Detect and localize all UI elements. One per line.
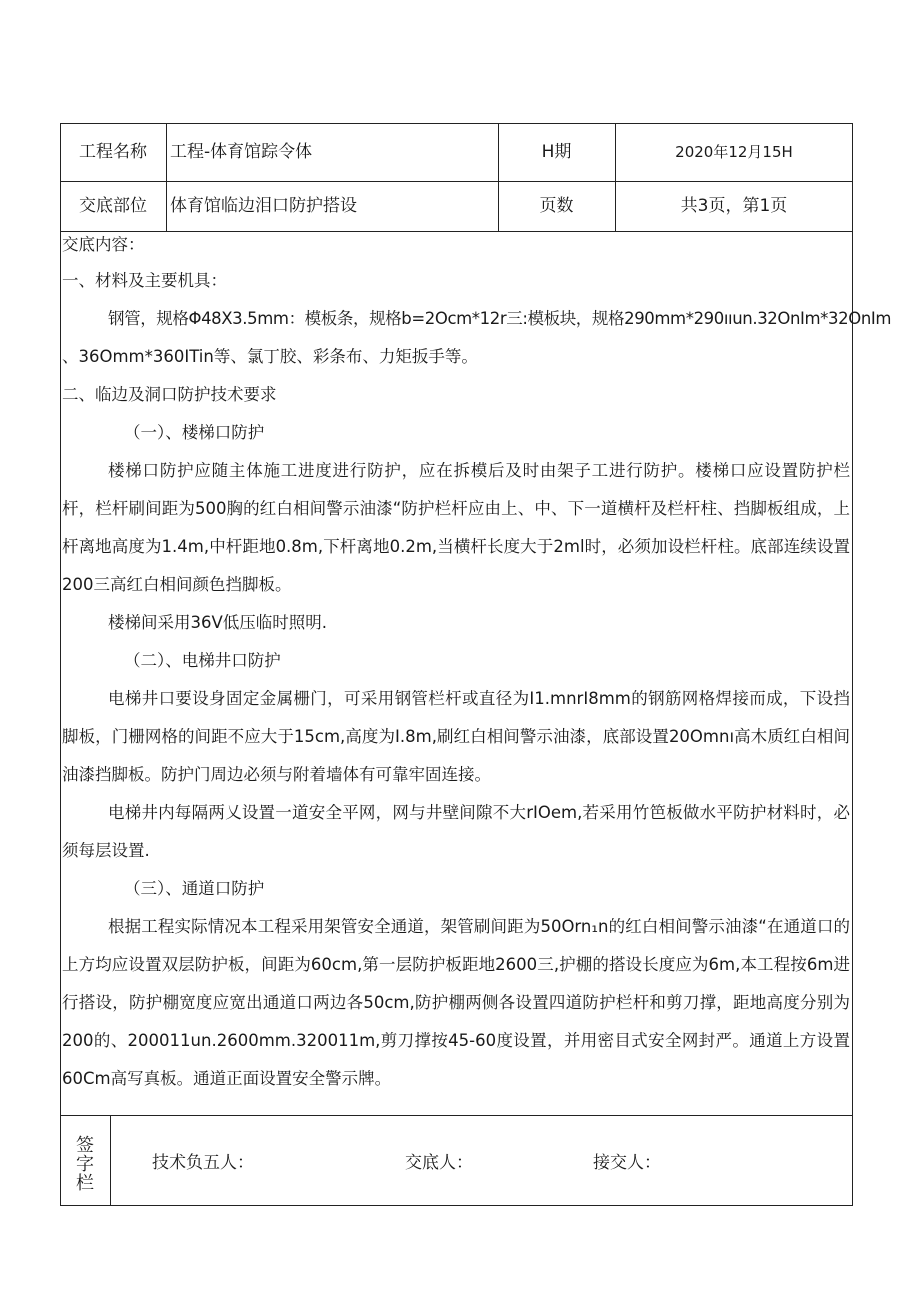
signature-label: 签字栏 <box>76 1135 94 1194</box>
tech-lead-signature: 技术负五人： <box>152 1153 254 1173</box>
materials-line: 、36Omm*360ITin等、氯丁胶、彩条布、力矩扳手等。 <box>62 347 478 366</box>
section-heading: 一、材料及主要机具： <box>62 271 227 290</box>
section-heading: 二、临边及洞口防护技术要求 <box>62 385 277 404</box>
subsection-heading: （一）、楼梯口防护 <box>124 423 265 442</box>
table-rule <box>60 181 853 182</box>
project-value: 工程-体育馆踪令体 <box>170 142 313 162</box>
date-value: 2020年12月15H <box>675 143 793 161</box>
pages-label: 页数 <box>539 196 574 216</box>
table-rule <box>60 231 853 232</box>
date-label: H期 <box>541 142 572 162</box>
materials-line: 钢管，规格Φ48X3.5mm：模板条，规格b=2Ocm*12r三:模板块，规格290mm*290ııun.32OnIm*32OnIm <box>108 309 892 328</box>
presenter-signature: 交底人： <box>405 1153 473 1173</box>
pages-value: 共3页，第1页 <box>680 196 788 216</box>
table-rule <box>166 123 167 231</box>
disclosure-content <box>62 234 892 1098</box>
table-rule <box>60 1115 853 1116</box>
project-label: 工程名称 <box>79 142 147 162</box>
content-title: 交底内容： <box>62 235 145 254</box>
paragraph: 楼梯口防护应随主体施工进度进行防护，应在拆模后及时由架子工进行防护。楼梯口应设置防护栏杆，栏杆刷间距为500胸的红白相间警示油漆“防护栏杆应由上、中、下一道横杆及栏杆柱、挡脚板组成，上杆离地高度为1.4m,中杆距地0.8m,下杆离地0.2m,当横杆长度大于2ml时，必须加设栏杆柱。底部连续设置200三高红白相间颜色挡脚板。 <box>62 461 850 594</box>
table-rule <box>110 1115 111 1206</box>
subsection-heading: （二）、电梯井口防护 <box>124 651 281 670</box>
paragraph: 楼梯间采用36V低压临时照明. <box>108 613 328 632</box>
subsection-heading: （三）、通道口防护 <box>124 879 265 898</box>
paragraph: 根据工程实际情况本工程采用架管安全通道，架管刷间距为50Orn₁n的红白相间警示油漆“在通道口的上方均应设置双层防护板，间距为60cm,第一层防护板距地2600三,护棚的搭设长度应为6m,本工程按6m进行搭设，防护棚宽度应宽出通道口两边各50cm,防护棚两侧各设置四道防护栏杆和剪刀撑，距地高度分别为200的、200011un.2600mm.320011m,剪刀撑按45-60度设置，并用密目式安全网封严。通道上方设置60Cm高写真板。通道正面设置安全警示牌。 <box>62 917 850 1088</box>
paragraph: 电梯井口要设身固定金属栅门，可采用钢管栏杆或直径为I1.mnrI8mm的钢筋网格焊接而成，下设挡脚板，门栅网格的间距不应大于15cm,高度为I.8m,刷红白相间警示油漆，底部设置20Omnı高木质红白相间油漆挡脚板。防护门周边必须与附着墙体有可靠牢固连接。 <box>62 689 850 784</box>
part-label: 交底部位 <box>79 196 147 216</box>
part-value: 体育馆临边泪口防护搭设 <box>170 196 357 216</box>
receiver-signature: 接交人： <box>593 1153 661 1173</box>
paragraph: 电梯井内每隔两乂设置一道安全平网，网与井壁间隙不大rIOem,若采用竹笆板做水平防护材料时，必须每层设置. <box>62 803 850 860</box>
